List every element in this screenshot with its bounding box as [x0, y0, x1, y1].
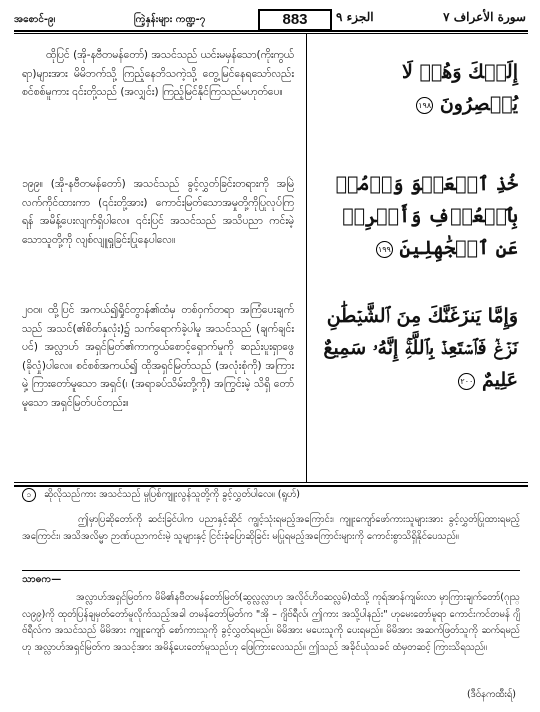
- ayah-number-marker: ٢٠٠: [458, 373, 475, 390]
- example-text: အလ္လာဟ်အရှင်မြတ်က မိမိ၏နဗီတမန်တော်မြတ်(ဆွလ္လလ္လာဟု အလိုင်ဟိဝဆလ္လမ်)ထံသို့ ကုရ်အာန်ကျမ်းလာ မှာကြားချက်တော်(ဂုုသ္လ၉၉)ကို ထုတ်ပြန်ချမှတ်တော်မူလိုက်သည့်အခါ တမန်တော်မြတ်က "အို – ဂျိဗ်ရီလ်၊ ဤကား အသို့ပါနည်း" ဟုမေးတော်မူရာ ကောင်းကင်တမန် ဂျိဗ်ရီလ်က အသင်သည် မိမိအား ကျူးကျော် စော်ကားသူကို ခွင့်လွှတ်ရမည်။ မိမိအား မပေးသူကို ပေးရမည်။ မိမိအား အဆက်ဖြတ်သူကို ဆက်ရမည်ဟု အလ္လာဟ်အရှင်မြတ်က အသင့်အား အမိန့်ပေးတော်မူသည်ဟု ဖြေကြားလေသည်။ ဤသည် အခိုင်ယုံသခင် ထံမှတဆင့် ကြားသိရသည်။: [22, 592, 520, 653]
- arabic-verse-198: [318, 56, 518, 120]
- header-rule: [14, 30, 528, 32]
- header-volume: အစောင်-၉၊: [14, 14, 56, 25]
- column-divider: [306, 34, 307, 482]
- translation-paragraph-199: ၁၉၉။ (အို-နဗီတမန်တော်) အသင်သည် ခွင့်လွှတ်ခြင်းတရားကို အမြဲလက်ကိုင်ထားကာ (၎င်းတို့အား) ကောင်းမြတ်သောအမှုတို့ကိုပြုလုပ်ကြရန် အမိန့်ပေးလျက်ရှိပါလေ။ ၎င်းပြင် အသင်သည် အသိပညာ ကင်းမဲ့သောသူတို့ကို လျစ်လျူရှုခြင်းပြုနေပါလေ။: [22, 178, 294, 246]
- page-number: 883: [258, 9, 332, 31]
- arabic-text: وَإِمَّا يَنزَغَنَّكَ مِنَ ٱلشَّيۡطَٰنِ نَزۡغٞ فَٱسۡتَعِذۡ بِٱللَّهِۚ إِنَّهُۥ سَمِيعٌ عَلِيمٌ: [323, 305, 518, 391]
- translation-paragraph-198: ထိုပြင် (အို-နဗီတမန်တော်) အသင်သည် ယင်းမမှန်သော(ကိုးကွယ်ရာ)များအား မိမိဘက်သို့ ကြည့်နေဘိသကဲ့သို့ တွေ့မြင်နေရသော်လည်း စင်စစ်မူကား ၎င်းတို့သည် (အလျှင်း) ကြည့်မြင်နိုင်ကြသည်မဟုတ်ပေ။: [22, 49, 294, 98]
- arabic-text: خُذِ ٱلۡعَفۡوَ وَأۡمُرۡ بِٱلۡعُرۡفِ وَأَعۡرِضۡ عَنِ ٱلۡجَٰهِلِينَ: [335, 173, 518, 259]
- arabic-text: إِلَيۡكَ وَهُمۡ لَا يُبۡصِرُونَ: [402, 61, 518, 115]
- footnote-text: ဆိုလိုသည်ကား အသင်သည် မှုပြစ်ကျူးလွန်သူတို့ကို ခွင့်လွှတ်ပါလေ။ (ရူဟ်): [44, 489, 300, 500]
- arabic-verse-200: [318, 300, 518, 396]
- header-rule-thin: [14, 33, 528, 34]
- header-surah: سورة الأعراف ٧: [443, 10, 526, 24]
- footnote-1: [22, 487, 520, 504]
- page-header: [14, 8, 528, 30]
- commentary-rule: [22, 570, 520, 571]
- translation-paragraph-200: ၂၀၀။ ထို့ပြင် အကယ်၍ရှိုင်တွာန်၏ထံမှ တစ်ဝှက်တရာ အကြံပေးချက်သည် အသင်(၏စိတ်နှလုံး)၌ သက်ရောက်ခဲ့ပါမူ အသင်သည် (ချက်ချင်းပင်) အလ္လာဟ် အရှင်မြတ်၏ကာကွယ်စောင့်ရှောက်မှုကို ဆည်းပူးရှာဖွေ (ခိုလှုံ)ပါလေ။ စင်စစ်အကယ်၍ ထိုအရှင်မြတ်သည် (အလုံးစုံကို) အကြားမှဲ့ ကြားတော်မူသော အရှင်(၊ (အရာခပ်သိမ်းတို့ကို) အကြွင်းမဲ့ သိရှိ တော်မူသော အရှင်မြတ်ပင်တည်း။: [22, 304, 294, 409]
- footnote-rule-thin: [14, 482, 528, 483]
- header-juz: الجزء ٩: [336, 10, 374, 24]
- source-citation: (ဒီဝ်နကထီးရ်): [467, 689, 516, 700]
- example-label: သာဓက—: [22, 574, 62, 585]
- footnote-marker: ၁: [22, 488, 36, 502]
- footnote-commentary: ဤမှာပြဆိုတော်ကို ဆင်းခြင်ပါက ပညာနှင့်ဆိုင် ကျွင့်သုံးရမည့်အကြောင်း၊ ကျူးကျော်ဖော်ကားသူများအား ခွင့်လွှတ်ပြုထားရမည့်အကြောင်း၊ အသိအလိမ္မာ ဉာဏ်ပညာကင်းမဲ့ သူများနှင့် ငြင်းခုံပြောဆိုခြင်း မပြုရမည့်အကြောင်းများကို ကောင်းစွာသိရှိနိုင်ပေသည်။: [22, 514, 520, 542]
- ayah-number-marker: ١٩٩: [376, 241, 393, 258]
- arabic-verse-199: [318, 168, 518, 264]
- header-section: ကြဲ့နှန်းများ ကဏ္ဍ-၇: [134, 14, 206, 25]
- ayah-number-marker: ١٩٨: [416, 97, 433, 114]
